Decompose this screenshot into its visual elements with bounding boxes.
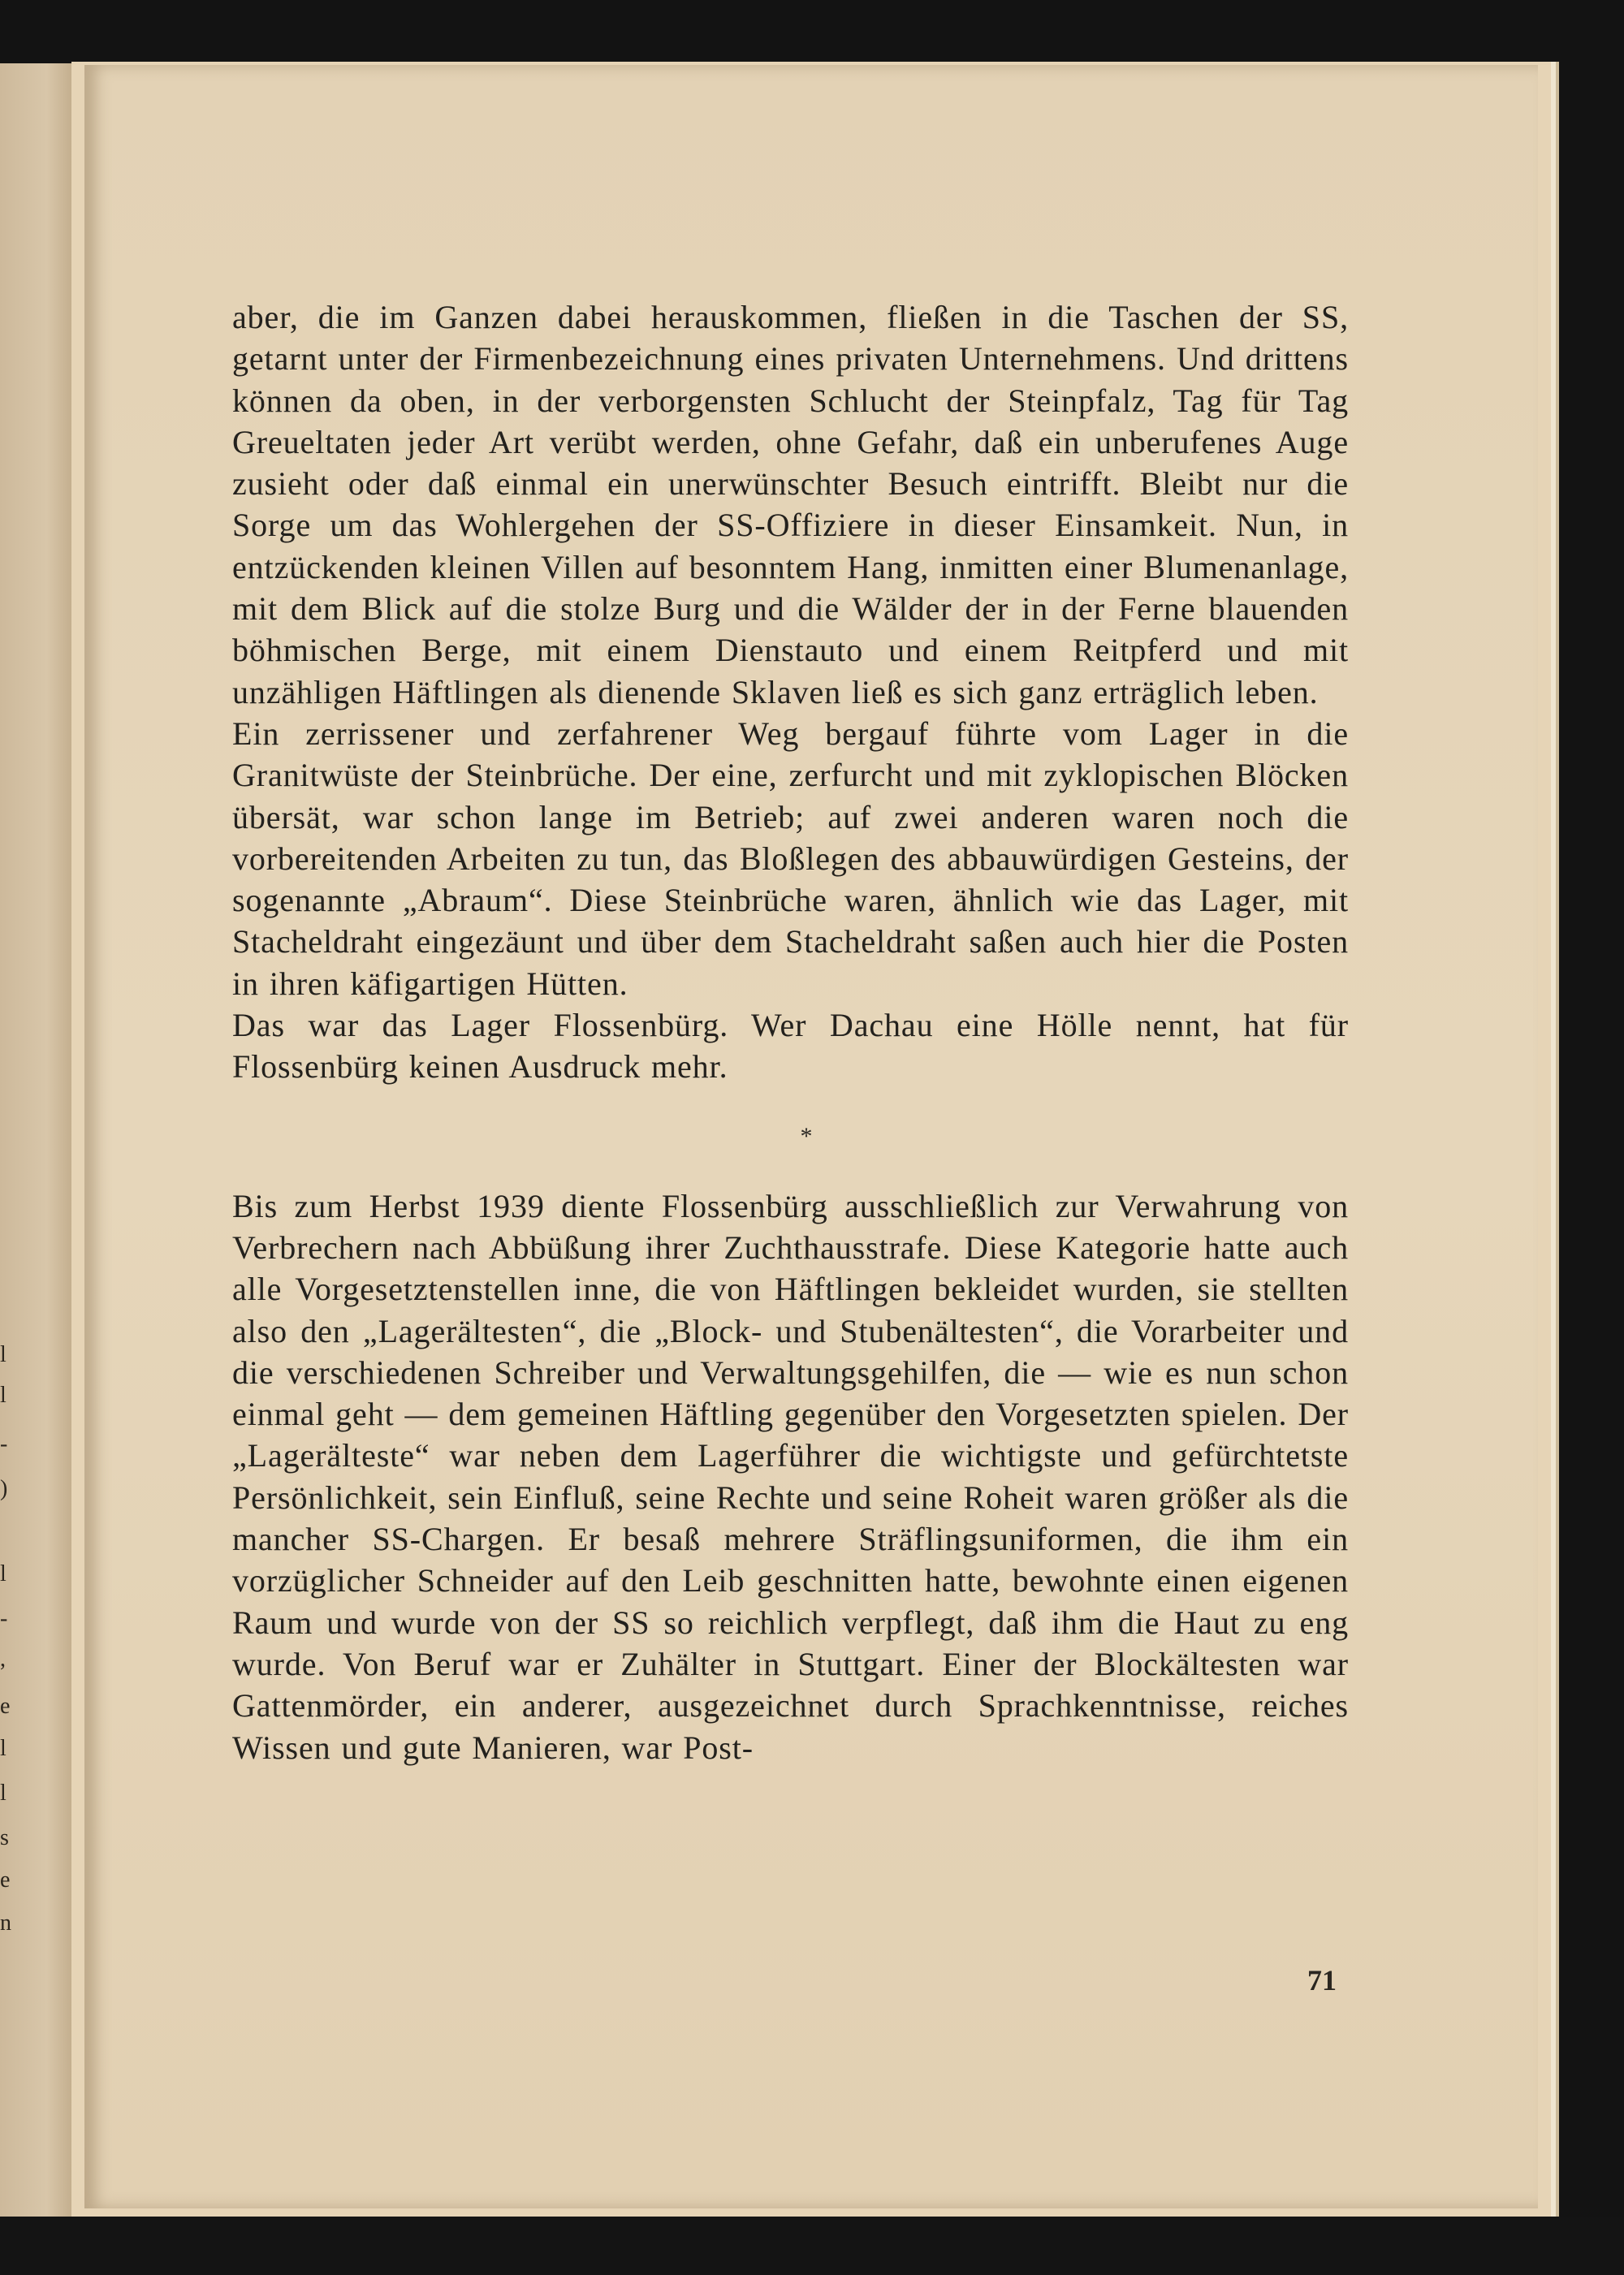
prev-page-glyph: e — [0, 1867, 11, 1893]
prev-page-glyph: l — [0, 1736, 6, 1761]
paragraph: Bis zum Herbst 1939 diente Flossenbürg ausschließlich zur Verwahrung von Verbrechern nach Abbüßung ihrer Zuchthausstrafe. Diese Kategorie hatte auch alle Vorgesetztenstellen inne, die von Häftlingen bekleidet wurden, sie stellten also den „Lagerältesten“, die „Block- und Stubenältesten“, die Vorarbeiter und die verschiedenen Schreiber und Verwaltungsgehilfen, die — wie es nun schon einmal geht — dem gemeinen Häftling gegenüber den Vorgesetzten spielen. Der „Lagerälteste“ war neben dem Lagerführer die wichtigste und gefürchtetste Persönlichkeit, sein Einfluß, seine Rechte und seine Roheit waren größer als die mancher SS-Chargen. Er besaß mehrere Sträflingsuniformen, die ihm ein vorzüglicher Schneider auf den Leib geschnitten hatte, bewohnte einen eigenen Raum und wurde von der SS so reichlich verpflegt, daß ihm die Haut zu eng wurde. Von Beruf war er Zuhälter in Stuttgart. Einer der Blockältesten war Gattenmörder, ein anderer, ausgezeichnet durch Sprachkenntnisse, reiches Wissen und gute Manieren, war Post- — [232, 1187, 1349, 1766]
paragraph: aber, die im Ganzen dabei herauskommen, fließen in die Taschen der SS, getarnt unter der Firmenbezeichnung eines privaten Unternehmens. Und drittens können da oben, in der verborgensten Schlucht der Steinpfalz, Tag für Tag Greueltaten jeder Art verübt werden, ohne Gefahr, daß ein unberufenes Auge zusieht oder daß einmal ein unerwünschter Besuch eintrifft. Bleibt nur die Sorge um das Wohlergehen der SS-Offiziere in dieser Einsamkeit. Nun, in entzückenden kleinen Villen auf besonntem Hang, inmitten einer Blumenanlage, mit dem Blick auf die stolze Burg und die Wälder der in der Ferne blauenden böhmischen Berge, mit einem Dienstauto und einem Reitpferd und mit unzähligen Häftlingen als dienende Sklaven ließ es sich ganz erträglich leben. — [232, 299, 1349, 710]
prev-page-glyph: ) — [0, 1476, 8, 1501]
body-text — [232, 296, 1349, 1768]
prev-page-glyph: e — [0, 1694, 11, 1719]
prev-page-glyph: l — [0, 1342, 6, 1367]
section-separator: * — [800, 1122, 814, 1150]
prev-page-glyph: l — [0, 1561, 6, 1586]
prev-page-glyph: l — [0, 1383, 6, 1408]
paragraph: Das war das Lager Flossenbürg. Wer Dachau eine Hölle nennt, hat für Flossenbürg keinen Ausdruck mehr. — [232, 1007, 1349, 1086]
paragraph: Ein zerrissener und zerfahrener Weg bergauf führte vom Lager in die Granitwüste der Steinbrüche. Der eine, zerfurcht und mit zyklopischen Blöcken übersät, war schon lange im Betrieb; auf zwei anderen waren noch die vorbereitenden Arbeiten zu tun, das Bloßlegen des abbauwürdigen Gesteins, der sogenannte „Abraum“. Diese Steinbrüche waren, ähnlich wie das Lager, mit Stacheldraht eingezäunt und über dem Stacheldraht saßen auch hier die Posten in ihren käfigartigen Hütten. — [232, 714, 1349, 1002]
background-shadow — [0, 2217, 1624, 2275]
prev-page-glyph: - — [0, 1606, 8, 1631]
prev-page-glyph: , — [0, 1647, 6, 1672]
book-page — [84, 65, 1538, 2208]
prev-page-glyph: l — [0, 1781, 6, 1806]
prev-page-glyph: s — [0, 1825, 9, 1850]
prev-page-glyph: - — [0, 1431, 8, 1457]
prev-page-glyph: n — [0, 1910, 11, 1936]
page-number: 71 — [1307, 1964, 1337, 1997]
previous-page-edge — [0, 63, 78, 2217]
